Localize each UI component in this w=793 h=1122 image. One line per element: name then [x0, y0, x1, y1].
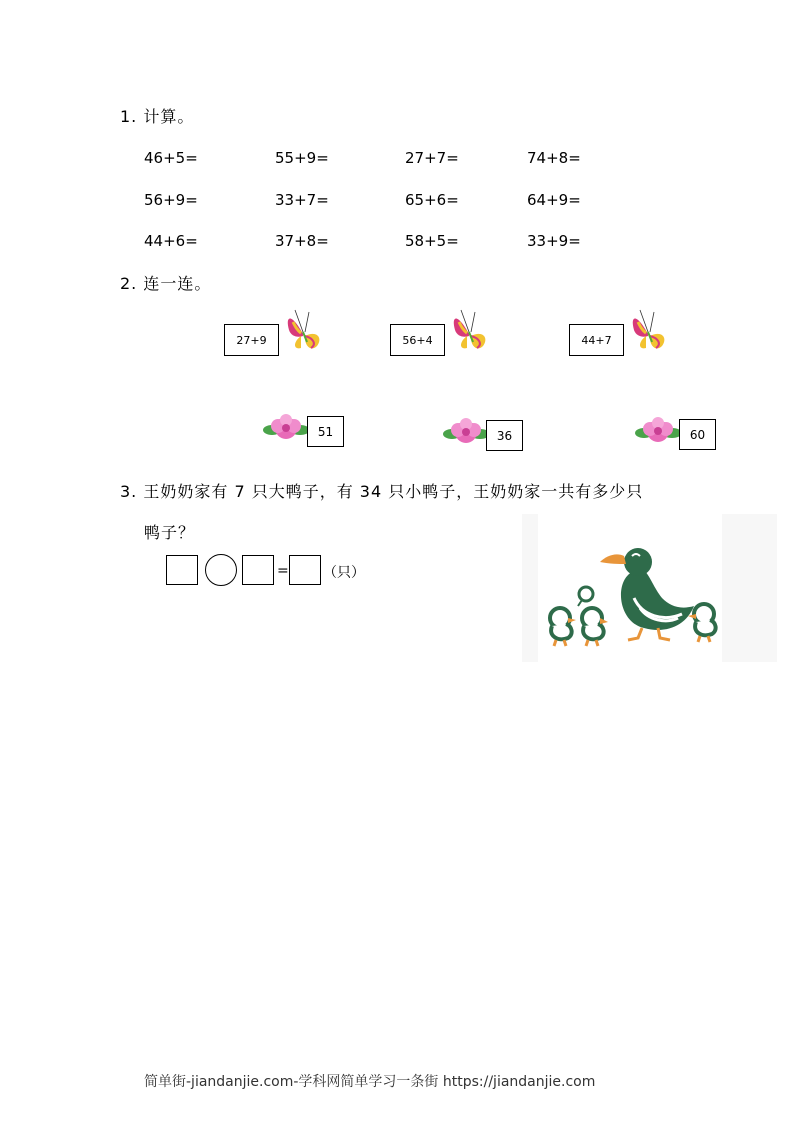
- footer-text: 简单街-jiandanjie.com-学科网简单学习一条街 https://jiandanjie.com: [144, 1074, 596, 1090]
- calc-item: 46+5=: [144, 149, 198, 167]
- question-3-text-cont: 鸭子？: [144, 523, 196, 542]
- flower-icon: [262, 410, 312, 444]
- calc-item: 33+7=: [275, 191, 329, 209]
- calc-item: 33+9=: [527, 232, 581, 250]
- expression-box[interactable]: 56+4: [390, 324, 445, 356]
- unit-label: （只）: [323, 565, 365, 581]
- answer-blank-box[interactable]: [242, 555, 274, 585]
- calc-item: 44+6=: [144, 232, 198, 250]
- answer-box[interactable]: 36: [486, 420, 523, 451]
- answer-box[interactable]: 51: [307, 416, 344, 447]
- calc-item: 55+9=: [275, 149, 329, 167]
- butterfly-icon: [283, 308, 325, 356]
- butterfly-icon: [628, 308, 670, 356]
- equals-sign: =: [277, 563, 289, 579]
- operator-circle[interactable]: [205, 554, 237, 586]
- calc-item: 58+5=: [405, 232, 459, 250]
- question-1-title: 1. 计算。: [120, 107, 195, 126]
- calc-item: 74+8=: [527, 149, 581, 167]
- question-3-text: 3. 王奶奶家有 7 只大鸭子，有 34 只小鸭子，王奶奶家一共有多少只: [120, 482, 644, 501]
- answer-blank-box[interactable]: [289, 555, 321, 585]
- calc-item: 65+6=: [405, 191, 459, 209]
- calc-item: 37+8=: [275, 232, 329, 250]
- expression-box[interactable]: 27+9: [224, 324, 279, 356]
- calc-item: 56+9=: [144, 191, 198, 209]
- flower-icon: [634, 413, 684, 447]
- ducks-illustration: [522, 514, 777, 662]
- flower-icon: [442, 414, 492, 448]
- calc-item: 27+7=: [405, 149, 459, 167]
- butterfly-icon: [449, 308, 491, 356]
- answer-box[interactable]: 60: [679, 419, 716, 450]
- expression-box[interactable]: 44+7: [569, 324, 624, 356]
- question-2-title: 2. 连一连。: [120, 274, 212, 293]
- answer-blank-box[interactable]: [166, 555, 198, 585]
- calc-item: 64+9=: [527, 191, 581, 209]
